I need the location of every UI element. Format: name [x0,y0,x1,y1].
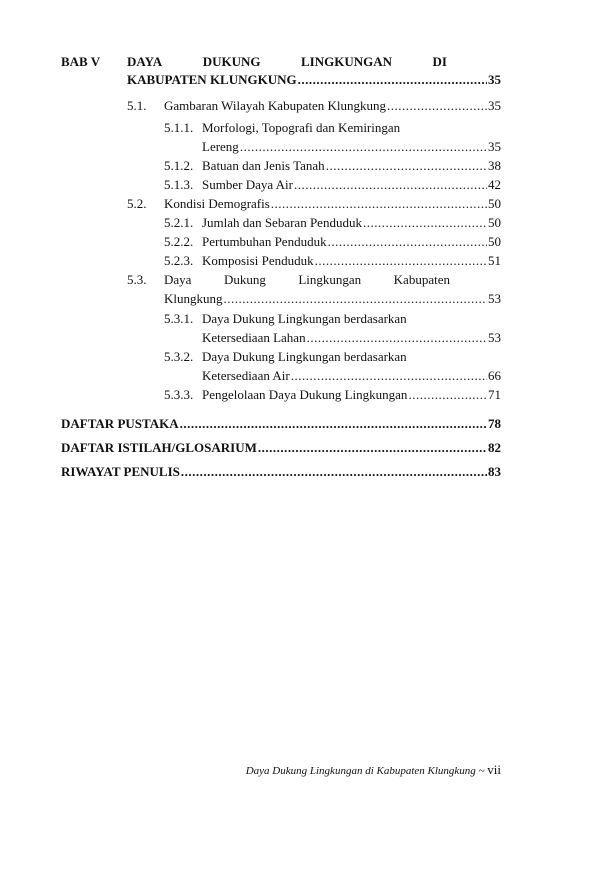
chapter-title-word: LINGKUNGAN [300,54,392,69]
section-title-word: Dukung [223,272,266,287]
dot-leader [328,233,487,251]
subsection-title-line2: Lereng [202,139,239,154]
subsection-number: 5.3.3. [164,387,194,402]
toc-entry-5-2-1[interactable] [202,214,501,232]
chapter-title-line1 [127,53,447,71]
toc-entry-5-3-1[interactable] [202,329,501,347]
subsection-title-line1: Daya Dukung Lingkungan berdasarkan [202,311,407,326]
section-number: 5.2. [127,196,147,211]
page-number: 83 [488,464,501,479]
page-number: 66 [488,368,501,383]
toc-entry-5-1-3[interactable] [202,176,501,194]
page-number: 50 [488,215,501,230]
back-matter-title: DAFTAR PUSTAKA [61,416,179,431]
back-matter-title: RIWAYAT PENULIS [61,464,180,479]
dot-leader [363,214,487,232]
toc-entry-5-2[interactable] [164,195,501,213]
section-title: Gambaran Wilayah Kabupaten Klungkung [164,98,386,113]
subsection-title-line1: Daya Dukung Lingkungan berdasarkan [202,349,407,364]
subsection-title: Komposisi Penduduk [202,253,314,268]
subsection-title: Jumlah dan Sebaran Penduduk [202,215,362,230]
page-number: 35 [488,98,501,113]
page-number: 78 [488,416,501,431]
section-title: Kondisi Demografis [164,196,270,211]
toc-entry-5-1[interactable] [164,97,501,115]
dot-leader [224,290,488,308]
chapter-title-word: DUKUNG [202,54,261,69]
page-footer [246,762,501,778]
toc-entry-5-2-2[interactable] [202,233,501,251]
page-number: 53 [488,330,501,345]
page-number: 50 [488,196,501,211]
toc-entry-daftar-pustaka[interactable] [61,415,501,433]
toc-entry-5-1-1[interactable] [202,138,501,156]
footer-separator: ~ [478,765,485,777]
subsection-number: 5.3.2. [164,349,194,364]
dot-leader [271,195,487,213]
dot-leader [315,252,487,270]
dot-leader [180,415,487,433]
page-number: 51 [488,253,501,268]
page-number: 42 [488,177,501,192]
page-number: 53 [488,291,501,306]
subsection-title-line2: Ketersediaan Lahan [202,330,306,345]
page-number-roman: vii [487,762,501,777]
page-number: 50 [488,234,501,249]
subsection-title-line1: Morfologi, Topografi dan Kemiringan [202,120,401,135]
toc-entry-5-3-3[interactable] [202,386,501,404]
subsection-number: 5.3.1. [164,311,194,326]
subsection-number: 5.2.3. [164,253,194,268]
section-number: 5.3. [127,272,147,287]
section-number: 5.1. [127,98,147,113]
subsection-number: 5.2.1. [164,215,194,230]
section-title-line1 [164,271,450,289]
dot-leader [181,463,487,481]
chapter-label: BAB V [61,54,101,69]
subsection-title: Pertumbuhan Penduduk [202,234,327,249]
subsection-number: 5.2.2. [164,234,194,249]
subsection-number: 5.1.3. [164,177,194,192]
dot-leader [291,367,487,385]
dot-leader [307,329,487,347]
dot-leader [294,176,487,194]
section-title-line2: Klungkung [164,291,223,306]
page-number: 71 [488,387,501,402]
subsection-number: 5.1.2. [164,158,194,173]
toc-entry-chapter-5[interactable] [127,71,501,89]
toc-entry-5-1-2[interactable] [202,157,501,175]
toc-entry-daftar-istilah[interactable] [61,439,501,457]
subsection-title: Pengelolaan Daya Dukung Lingkungan [202,387,408,402]
dot-leader [387,97,487,115]
toc-entry-5-2-3[interactable] [202,252,501,270]
dot-leader [298,71,487,89]
page-number: 38 [488,158,501,173]
toc-entry-5-3-2[interactable] [202,367,501,385]
page-number: 35 [488,72,501,87]
dot-leader [258,439,487,457]
subsection-title-line2: Ketersediaan Air [202,368,290,383]
page-number: 35 [488,139,501,154]
back-matter-title: DAFTAR ISTILAH/GLOSARIUM [61,440,257,455]
page-number: 82 [488,440,501,455]
running-title: Daya Dukung Lingkungan di Kabupaten Klungkung [245,765,476,777]
chapter-title-word: DI [432,54,447,69]
subsection-number: 5.1.1. [164,120,194,135]
subsection-title: Batuan dan Jenis Tanah [202,158,325,173]
toc-entry-5-3[interactable] [164,290,501,308]
section-title-word: Kabupaten [393,272,450,287]
chapter-title-line2: KABUPATEN KLUNGKUNG [127,72,297,87]
subsection-title: Sumber Daya Air [202,177,293,192]
section-title-word: Lingkungan [298,272,362,287]
dot-leader [326,157,487,175]
toc-entry-riwayat-penulis[interactable] [61,463,501,481]
dot-leader [408,386,487,404]
dot-leader [240,138,487,156]
chapter-title-word: DAYA [127,54,163,69]
section-title-word: Daya [164,272,192,287]
